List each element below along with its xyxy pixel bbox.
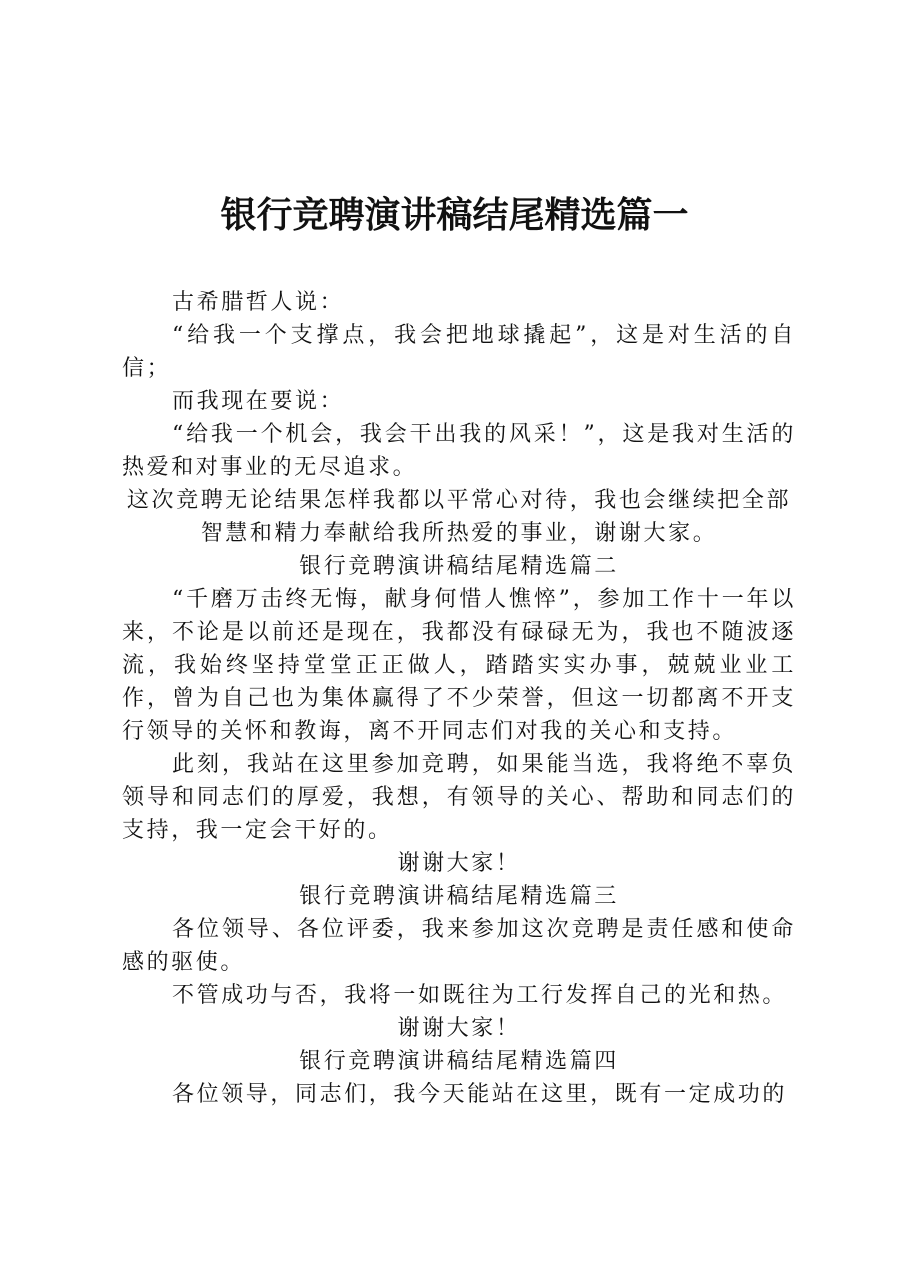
paragraph: 而我现在要说： — [172, 389, 345, 414]
paragraph: “千磨万击终无悔，献身何惜人憔悴”，参加工作十一年以来，不论是以前还是现在，我都没有碌碌无为，我也不随波逐流，我始终坚持堂堂正正做人，踏踏实实办事，兢兢业业工作，曾为自己也为集体赢得了不少荣誉，但这一切都离不开支行领导的关怀和教诲，离不开同志们对我的关心和支持。 — [122, 587, 796, 744]
section-heading: 银行竞聘演讲稿结尾精选篇四 — [299, 1049, 619, 1074]
paragraph: 谢谢大家！ — [397, 1016, 521, 1041]
paragraph: 这次竞聘无论结果怎样我都以平常心对待，我也会继续把全部智慧和精力奉献给我所热爱的事业，谢谢大家。 — [126, 488, 792, 546]
paragraph: “给我一个机会，我会干出我的风采！”，这是我对生活的热爱和对事业的无尽追求。 — [122, 422, 796, 480]
document-body — [122, 286, 796, 1111]
paragraph: “给我一个支撑点，我会把地球撬起”，这是对生活的自信； — [122, 323, 796, 381]
paragraph: 古希腊哲人说： — [172, 290, 345, 315]
paragraph: 各位领导，同志们，我今天能站在这里，既有一定成功的 — [172, 1082, 788, 1107]
paragraph: 各位领导、各位评委，我来参加这次竞聘是责任感和使命感的驱使。 — [122, 917, 796, 975]
section-heading: 银行竞聘演讲稿结尾精选篇三 — [299, 884, 619, 909]
section-heading: 银行竞聘演讲稿结尾精选篇二 — [299, 554, 619, 579]
document-title: 银行竞聘演讲稿结尾精选篇一 — [220, 194, 689, 236]
paragraph: 谢谢大家！ — [397, 851, 521, 876]
paragraph: 不管成功与否，我将一如既往为工行发挥自己的光和热。 — [172, 983, 788, 1008]
paragraph: 此刻，我站在这里参加竞聘，如果能当选，我将绝不辜负领导和同志们的厚爱，我想，有领导的关心、帮助和同志们的支持，我一定会干好的。 — [122, 752, 796, 843]
